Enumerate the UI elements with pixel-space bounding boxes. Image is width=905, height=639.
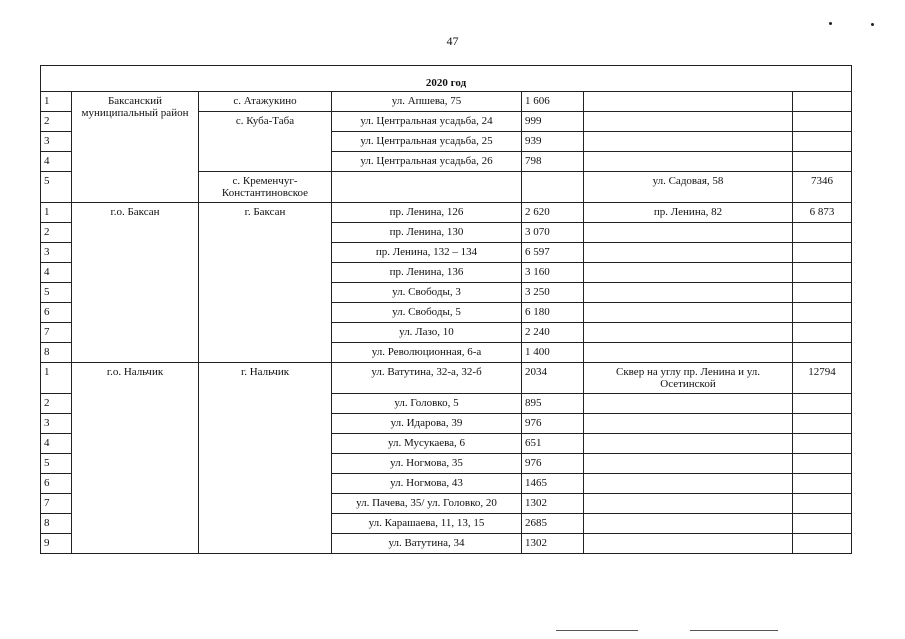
public-space-area-cell: [793, 112, 852, 132]
public-space-cell: [584, 343, 793, 363]
address-cell: ул. Центральная усадьба, 25: [332, 132, 522, 152]
row-number-cell: 2: [41, 112, 72, 132]
settlement-cell: с. Куба-Таба: [199, 112, 332, 172]
public-space-area-cell: [793, 263, 852, 283]
public-space-area-cell: [793, 243, 852, 263]
public-space-area-cell: [793, 514, 852, 534]
public-space-cell: [584, 514, 793, 534]
area-cell: 1 400: [522, 343, 584, 363]
row-number-cell: 5: [41, 454, 72, 474]
public-space-area-cell: [793, 92, 852, 112]
address-cell: ул. Центральная усадьба, 26: [332, 152, 522, 172]
row-number-cell: 3: [41, 243, 72, 263]
area-cell: 895: [522, 394, 584, 414]
public-space-cell: [584, 534, 793, 554]
public-space-cell: [584, 243, 793, 263]
public-space-cell: [584, 474, 793, 494]
address-cell: ул. Ватутина, 32-а, 32-б: [332, 363, 522, 394]
public-space-area-cell: [793, 323, 852, 343]
address-cell: пр. Ленина, 130: [332, 223, 522, 243]
address-cell: ул. Ногмова, 35: [332, 454, 522, 474]
row-number-cell: 5: [41, 283, 72, 303]
row-number-cell: 2: [41, 394, 72, 414]
district-cell: г.о. Баксан: [72, 203, 199, 363]
page-number: 47: [446, 34, 459, 48]
public-space-cell: [584, 132, 793, 152]
address-cell: пр. Ленина, 126: [332, 203, 522, 223]
settlement-cell: г. Баксан: [199, 203, 332, 363]
row-number-cell: 1: [41, 203, 72, 223]
public-space-cell: [584, 414, 793, 434]
scan-speck: [829, 22, 832, 25]
public-space-area-cell: 7346: [793, 172, 852, 203]
row-number-cell: 3: [41, 132, 72, 152]
public-space-cell: [584, 323, 793, 343]
area-cell: 3 250: [522, 283, 584, 303]
area-cell: 1302: [522, 494, 584, 514]
row-number-cell: 1: [41, 363, 72, 394]
signature-line: [556, 630, 638, 631]
area-cell: 798: [522, 152, 584, 172]
area-cell: 3 160: [522, 263, 584, 283]
public-space-cell: [584, 454, 793, 474]
public-space-cell: [584, 92, 793, 112]
public-space-area-cell: [793, 394, 852, 414]
public-space-area-cell: [793, 534, 852, 554]
area-cell: 1 606: [522, 92, 584, 112]
public-space-area-cell: [793, 132, 852, 152]
public-space-area-cell: [793, 474, 852, 494]
area-cell: 999: [522, 112, 584, 132]
row-number-cell: 6: [41, 474, 72, 494]
public-space-cell: [584, 283, 793, 303]
public-space-area-cell: [793, 494, 852, 514]
address-cell: ул. Лазо, 10: [332, 323, 522, 343]
address-cell: ул. Центральная усадьба, 24: [332, 112, 522, 132]
public-space-area-cell: [793, 303, 852, 323]
area-cell: 6 597: [522, 243, 584, 263]
public-space-cell: [584, 263, 793, 283]
scan-speck: [871, 23, 874, 26]
table-row: [41, 203, 852, 223]
public-space-area-cell: [793, 223, 852, 243]
row-number-cell: 4: [41, 263, 72, 283]
area-cell: 651: [522, 434, 584, 454]
area-cell: 2034: [522, 363, 584, 394]
area-cell: 939: [522, 132, 584, 152]
address-cell: пр. Ленина, 132 – 134: [332, 243, 522, 263]
public-space-area-cell: [793, 343, 852, 363]
address-cell: ул. Революционная, 6-а: [332, 343, 522, 363]
year-header: 2020 год: [41, 66, 852, 92]
public-space-cell: [584, 394, 793, 414]
public-space-cell: [584, 434, 793, 454]
area-cell: 976: [522, 414, 584, 434]
public-space-area-cell: 12794: [793, 363, 852, 394]
address-cell: ул. Ногмова, 43: [332, 474, 522, 494]
public-space-cell: [584, 152, 793, 172]
public-space-area-cell: 6 873: [793, 203, 852, 223]
address-cell: ул. Мусукаева, 6: [332, 434, 522, 454]
public-space-cell: Сквер на углу пр. Ленина и ул. Осетинской: [584, 363, 793, 394]
area-cell: 3 070: [522, 223, 584, 243]
row-number-cell: 8: [41, 514, 72, 534]
row-number-cell: 5: [41, 172, 72, 203]
public-space-cell: [584, 303, 793, 323]
area-cell: 1465: [522, 474, 584, 494]
area-cell: 976: [522, 454, 584, 474]
public-space-cell: [584, 494, 793, 514]
address-cell: ул. Свободы, 5: [332, 303, 522, 323]
address-cell: [332, 172, 522, 203]
public-space-area-cell: [793, 152, 852, 172]
address-cell: ул. Головко, 5: [332, 394, 522, 414]
address-cell: пр. Ленина, 136: [332, 263, 522, 283]
settlement-cell: с. Атажукино: [199, 92, 332, 112]
address-cell: ул. Пачева, 35/ ул. Головко, 20: [332, 494, 522, 514]
area-cell: 1302: [522, 534, 584, 554]
public-space-area-cell: [793, 454, 852, 474]
address-cell: ул. Ватутина, 34: [332, 534, 522, 554]
area-cell: 2 620: [522, 203, 584, 223]
address-cell: ул. Карашаева, 11, 13, 15: [332, 514, 522, 534]
row-number-cell: 8: [41, 343, 72, 363]
row-number-cell: 4: [41, 152, 72, 172]
area-cell: 6 180: [522, 303, 584, 323]
row-number-cell: 2: [41, 223, 72, 243]
row-number-cell: 9: [41, 534, 72, 554]
address-cell: ул. Апшева, 75: [332, 92, 522, 112]
signature-line: [690, 630, 778, 631]
address-cell: ул. Идарова, 39: [332, 414, 522, 434]
public-space-area-cell: [793, 283, 852, 303]
area-cell: 2 240: [522, 323, 584, 343]
row-number-cell: 4: [41, 434, 72, 454]
district-cell: Баксанский муниципальный район: [72, 92, 199, 203]
row-number-cell: 7: [41, 323, 72, 343]
row-number-cell: 1: [41, 92, 72, 112]
row-number-cell: 3: [41, 414, 72, 434]
area-cell: 2685: [522, 514, 584, 534]
address-cell: ул. Свободы, 3: [332, 283, 522, 303]
public-space-cell: пр. Ленина, 82: [584, 203, 793, 223]
area-cell: [522, 172, 584, 203]
public-space-area-cell: [793, 434, 852, 454]
public-space-cell: [584, 112, 793, 132]
table-row: [41, 363, 852, 394]
data-table: [40, 65, 852, 554]
settlement-cell: с. Кременчуг-Константиновское: [199, 172, 332, 203]
district-cell: г.о. Нальчик: [72, 363, 199, 554]
public-space-cell: [584, 223, 793, 243]
row-number-cell: 7: [41, 494, 72, 514]
row-number-cell: 6: [41, 303, 72, 323]
settlement-cell: г. Нальчик: [199, 363, 332, 554]
public-space-area-cell: [793, 414, 852, 434]
public-space-cell: ул. Садовая, 58: [584, 172, 793, 203]
table-header-row: [41, 66, 852, 92]
table-row: [41, 92, 852, 112]
table-body: [41, 66, 852, 554]
